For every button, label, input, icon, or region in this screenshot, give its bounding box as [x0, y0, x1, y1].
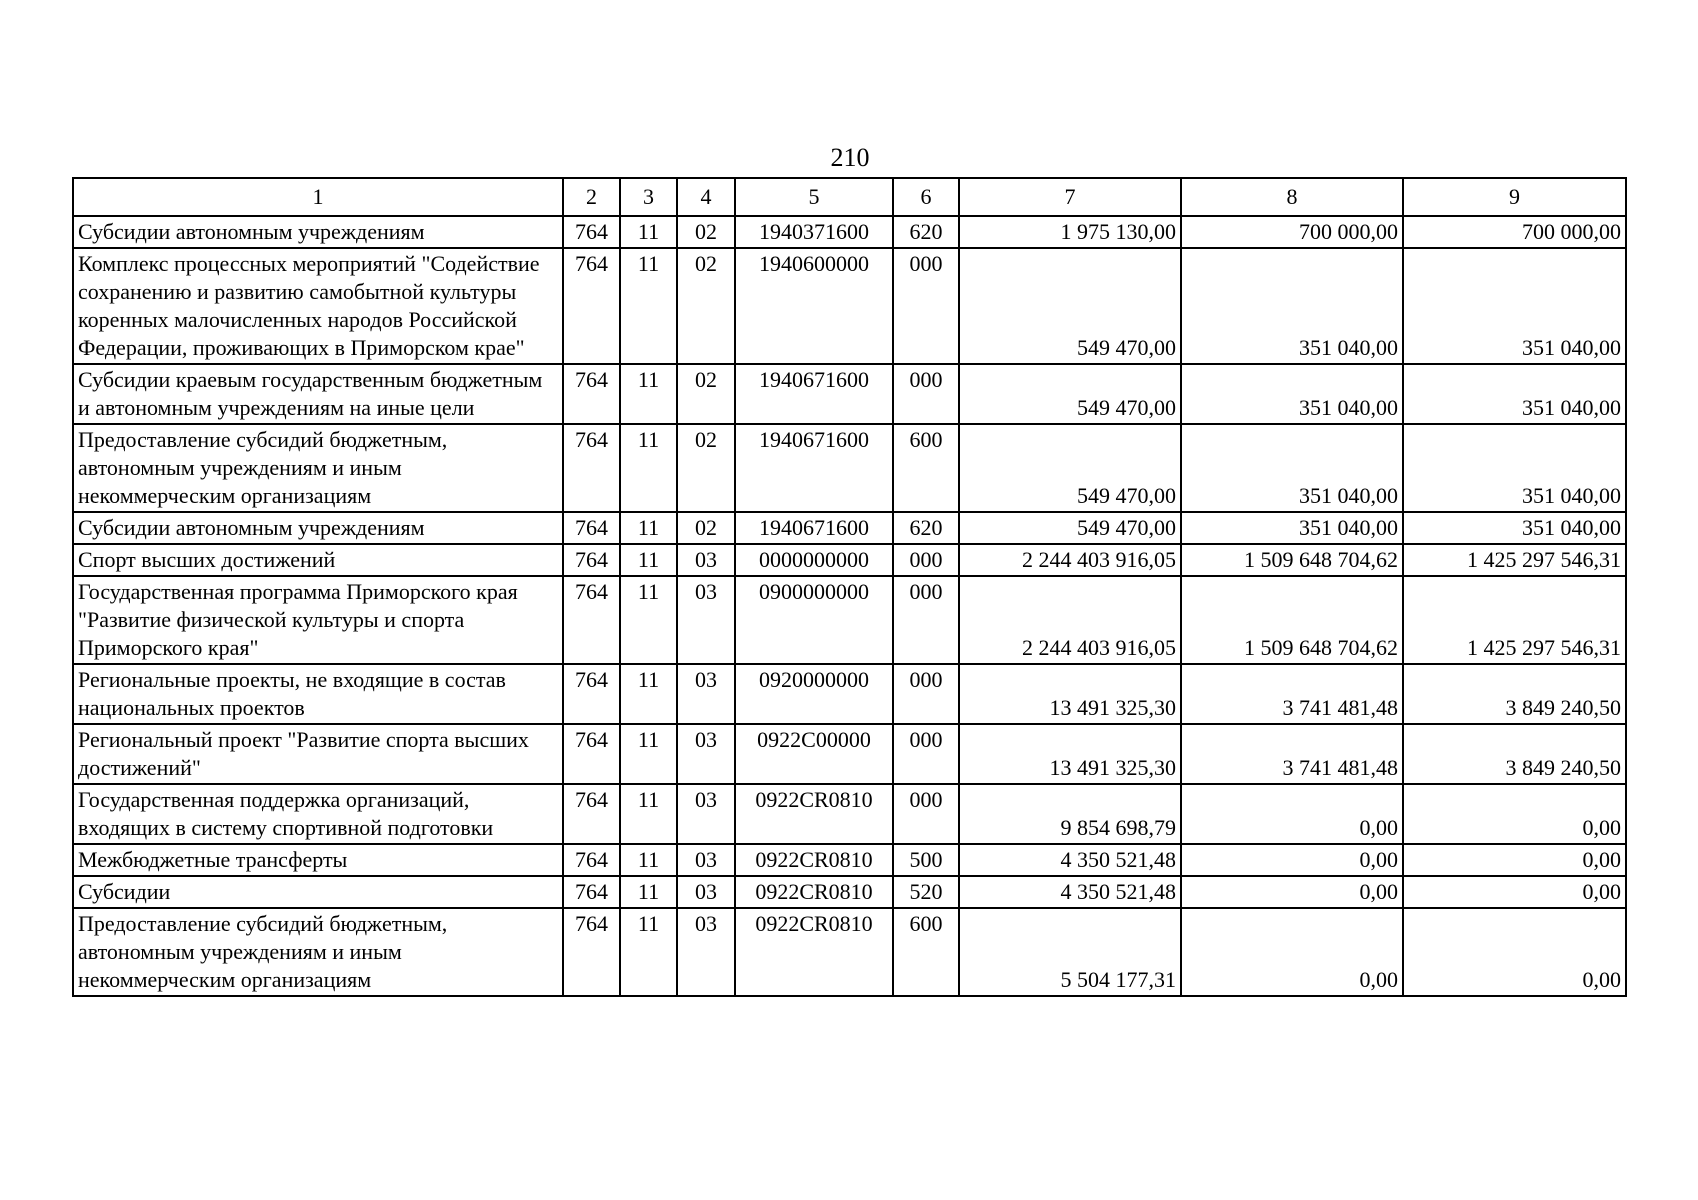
- row-name: Предоставление субсидий бюджетным, автономным учреждениям и иным некоммерческим организациям: [73, 908, 563, 996]
- target-article-code: 0922CR0810: [735, 844, 893, 876]
- admin-code: 764: [563, 576, 620, 664]
- admin-code: 764: [563, 844, 620, 876]
- subsection-code: 02: [677, 424, 735, 512]
- table-row: [73, 876, 1626, 908]
- admin-code: 764: [563, 364, 620, 424]
- amount-col-7: 549 470,00: [959, 364, 1181, 424]
- section-code: 11: [620, 512, 677, 544]
- target-article-code: 1940671600: [735, 364, 893, 424]
- amount-col-7: 2 244 403 916,05: [959, 576, 1181, 664]
- amount-col-8: 1 509 648 704,62: [1181, 544, 1403, 576]
- table-row: [73, 908, 1626, 996]
- budget-table: [72, 177, 1627, 997]
- section-code: 11: [620, 664, 677, 724]
- subsection-code: 02: [677, 364, 735, 424]
- target-article-code: 0922C00000: [735, 724, 893, 784]
- section-code: 11: [620, 724, 677, 784]
- amount-col-8: 351 040,00: [1181, 512, 1403, 544]
- amount-col-9: 0,00: [1403, 876, 1626, 908]
- subsection-code: 02: [677, 216, 735, 248]
- amount-col-7: 1 975 130,00: [959, 216, 1181, 248]
- amount-col-9: 0,00: [1403, 784, 1626, 844]
- subsection-code: 03: [677, 664, 735, 724]
- expense-type-code: 000: [893, 364, 959, 424]
- amount-col-8: 700 000,00: [1181, 216, 1403, 248]
- target-article-code: 0922CR0810: [735, 784, 893, 844]
- column-header-6: 6: [893, 178, 959, 216]
- admin-code: 764: [563, 424, 620, 512]
- amount-col-9: 0,00: [1403, 844, 1626, 876]
- amount-col-7: 549 470,00: [959, 248, 1181, 364]
- target-article-code: 0922CR0810: [735, 908, 893, 996]
- expense-type-code: 000: [893, 724, 959, 784]
- column-header-4: 4: [677, 178, 735, 216]
- expense-type-code: 000: [893, 784, 959, 844]
- amount-col-7: 9 854 698,79: [959, 784, 1181, 844]
- table-row: [73, 664, 1626, 724]
- row-name: Субсидии автономным учреждениям: [73, 216, 563, 248]
- amount-col-9: 0,00: [1403, 908, 1626, 996]
- expense-type-code: 520: [893, 876, 959, 908]
- page-number: 210: [830, 143, 870, 172]
- row-name: Государственная поддержка организаций, входящих в систему спортивной подготовки: [73, 784, 563, 844]
- table-row: [73, 724, 1626, 784]
- row-name: Государственная программа Приморского края "Развитие физической культуры и спорта Приморского края": [73, 576, 563, 664]
- subsection-code: 03: [677, 784, 735, 844]
- table-row: [73, 424, 1626, 512]
- subsection-code: 03: [677, 908, 735, 996]
- table-row: [73, 248, 1626, 364]
- section-code: 11: [620, 908, 677, 996]
- amount-col-7: 5 504 177,31: [959, 908, 1181, 996]
- row-name: Региональный проект "Развитие спорта высших достижений": [73, 724, 563, 784]
- admin-code: 764: [563, 876, 620, 908]
- column-header-1: 1: [73, 178, 563, 216]
- amount-col-8: 351 040,00: [1181, 364, 1403, 424]
- column-header-8: 8: [1181, 178, 1403, 216]
- amount-col-8: 0,00: [1181, 784, 1403, 844]
- subsection-code: 03: [677, 544, 735, 576]
- subsection-code: 02: [677, 248, 735, 364]
- amount-col-8: 351 040,00: [1181, 424, 1403, 512]
- amount-col-7: 4 350 521,48: [959, 876, 1181, 908]
- amount-col-7: 13 491 325,30: [959, 664, 1181, 724]
- target-article-code: 0000000000: [735, 544, 893, 576]
- amount-col-9: 351 040,00: [1403, 364, 1626, 424]
- section-code: 11: [620, 784, 677, 844]
- header-row: [73, 178, 1626, 216]
- expense-type-code: 000: [893, 664, 959, 724]
- amount-col-8: 3 741 481,48: [1181, 664, 1403, 724]
- row-name: Субсидии краевым государственным бюджетным и автономным учреждениям на иные цели: [73, 364, 563, 424]
- amount-col-9: 1 425 297 546,31: [1403, 576, 1626, 664]
- admin-code: 764: [563, 724, 620, 784]
- amount-col-7: 13 491 325,30: [959, 724, 1181, 784]
- admin-code: 764: [563, 664, 620, 724]
- column-header-2: 2: [563, 178, 620, 216]
- subsection-code: 03: [677, 576, 735, 664]
- expense-type-code: 000: [893, 544, 959, 576]
- amount-col-9: 351 040,00: [1403, 512, 1626, 544]
- amount-col-8: 0,00: [1181, 876, 1403, 908]
- section-code: 11: [620, 424, 677, 512]
- target-article-code: 1940371600: [735, 216, 893, 248]
- amount-col-9: 3 849 240,50: [1403, 724, 1626, 784]
- amount-col-9: 3 849 240,50: [1403, 664, 1626, 724]
- target-article-code: 0920000000: [735, 664, 893, 724]
- amount-col-9: 351 040,00: [1403, 424, 1626, 512]
- table-row: [73, 576, 1626, 664]
- table-row: [73, 364, 1626, 424]
- row-name: Субсидии: [73, 876, 563, 908]
- table-row: [73, 216, 1626, 248]
- table-row: [73, 844, 1626, 876]
- amount-col-8: 0,00: [1181, 908, 1403, 996]
- row-name: Межбюджетные трансферты: [73, 844, 563, 876]
- amount-col-8: 351 040,00: [1181, 248, 1403, 364]
- amount-col-7: 549 470,00: [959, 424, 1181, 512]
- amount-col-8: 3 741 481,48: [1181, 724, 1403, 784]
- amount-col-8: 0,00: [1181, 844, 1403, 876]
- target-article-code: 0900000000: [735, 576, 893, 664]
- expense-type-code: 500: [893, 844, 959, 876]
- admin-code: 764: [563, 544, 620, 576]
- amount-col-7: 549 470,00: [959, 512, 1181, 544]
- row-name: Региональные проекты, не входящие в состав национальных проектов: [73, 664, 563, 724]
- amount-col-9: 700 000,00: [1403, 216, 1626, 248]
- target-article-code: 1940600000: [735, 248, 893, 364]
- target-article-code: 0922CR0810: [735, 876, 893, 908]
- column-header-9: 9: [1403, 178, 1626, 216]
- admin-code: 764: [563, 216, 620, 248]
- section-code: 11: [620, 576, 677, 664]
- section-code: 11: [620, 364, 677, 424]
- row-name: Субсидии автономным учреждениям: [73, 512, 563, 544]
- subsection-code: 02: [677, 512, 735, 544]
- amount-col-9: 351 040,00: [1403, 248, 1626, 364]
- subsection-code: 03: [677, 724, 735, 784]
- admin-code: 764: [563, 908, 620, 996]
- table-row: [73, 784, 1626, 844]
- column-header-7: 7: [959, 178, 1181, 216]
- column-header-3: 3: [620, 178, 677, 216]
- expense-type-code: 600: [893, 424, 959, 512]
- amount-col-8: 1 509 648 704,62: [1181, 576, 1403, 664]
- row-name: Комплекс процессных мероприятий "Содействие сохранению и развитию самобытной культуры коренных малочисленных народов Российской Федерации, проживающих в Приморском крае": [73, 248, 563, 364]
- amount-col-7: 4 350 521,48: [959, 844, 1181, 876]
- row-name: Спорт высших достижений: [73, 544, 563, 576]
- section-code: 11: [620, 544, 677, 576]
- expense-type-code: 600: [893, 908, 959, 996]
- expense-type-code: 620: [893, 512, 959, 544]
- table-row: [73, 544, 1626, 576]
- column-header-5: 5: [735, 178, 893, 216]
- target-article-code: 1940671600: [735, 512, 893, 544]
- section-code: 11: [620, 844, 677, 876]
- admin-code: 764: [563, 512, 620, 544]
- subsection-code: 03: [677, 876, 735, 908]
- amount-col-7: 2 244 403 916,05: [959, 544, 1181, 576]
- section-code: 11: [620, 216, 677, 248]
- admin-code: 764: [563, 248, 620, 364]
- expense-type-code: 620: [893, 216, 959, 248]
- subsection-code: 03: [677, 844, 735, 876]
- target-article-code: 1940671600: [735, 424, 893, 512]
- expense-type-code: 000: [893, 576, 959, 664]
- row-name: Предоставление субсидий бюджетным, автономным учреждениям и иным некоммерческим организациям: [73, 424, 563, 512]
- admin-code: 764: [563, 784, 620, 844]
- section-code: 11: [620, 248, 677, 364]
- expense-type-code: 000: [893, 248, 959, 364]
- section-code: 11: [620, 876, 677, 908]
- table-row: [73, 512, 1626, 544]
- amount-col-9: 1 425 297 546,31: [1403, 544, 1626, 576]
